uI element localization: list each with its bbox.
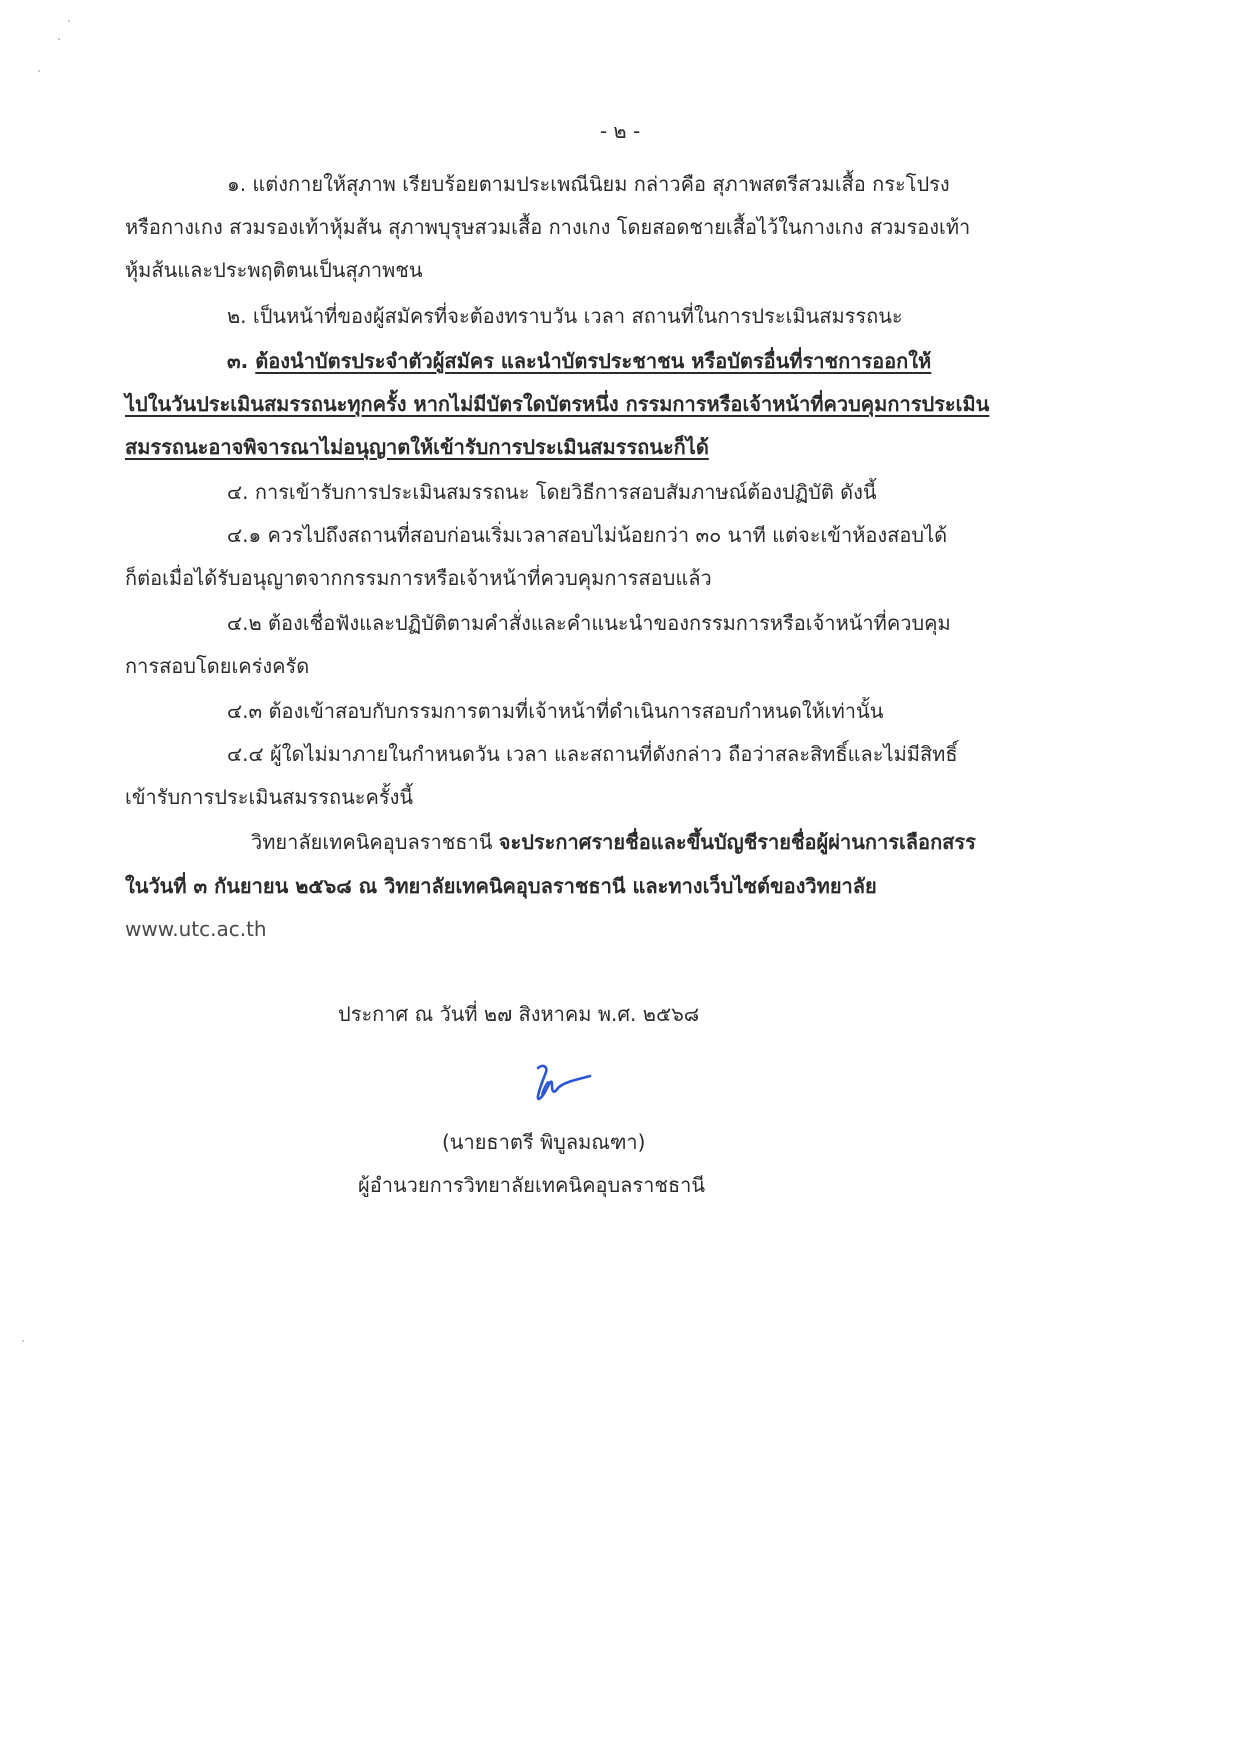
paragraph-line-7: สมรรถนะอาจพิจารณาไม่อนุญาตให้เข้ารับการประเมินสมรรถนะก็ได้: [125, 435, 709, 459]
page-number: - ๒ -: [599, 119, 641, 143]
paragraph-line-16: [251, 828, 976, 856]
website-url: www.utc.ac.th: [125, 917, 267, 941]
paragraph-line-4: ๒. เป็นหน้าที่ของผู้สมัครที่จะต้องทราบวัน เวลา สถานที่ในการประเมินสมรรถนะ: [227, 304, 903, 328]
signature-image: [528, 1058, 608, 1108]
paragraph-line-15: เข้ารับการประเมินสมรรถนะครั้งนี้: [125, 785, 414, 809]
paragraph-line-11: ๔.๒ ต้องเชื่อฟังและปฏิบัติตามคำสั่งและคำแนะนำของกรรมการหรือเจ้าหน้าที่ควบคุม: [227, 611, 951, 635]
paragraph-line-12: การสอบโดยเคร่งครัด: [125, 654, 310, 678]
scan-speck: [58, 38, 60, 40]
paragraph-line-1: ๑. แต่งกายให้สุภาพ เรียบร้อยตามประเพณีนิยม กล่าวคือ สุภาพสตรีสวมเสื้อ กระโปรง: [227, 172, 950, 196]
announcement-emphasis: จะประกาศรายชื่อและขึ้นบัญชีรายชื่อผู้ผ่านการเลือกสรร: [498, 830, 976, 854]
announcement-date: ประกาศ ณ วันที่ ๒๗ สิงหาคม พ.ศ. ๒๕๖๘: [338, 1002, 700, 1026]
college-name: วิทยาลัยเทคนิคอุบลราชธานี: [251, 830, 493, 854]
emphasis-text: ต้องนำบัตรประจำตัวผู้สมัคร และนำบัตรประชาชน หรือบัตรอื่นที่ราชการออกให้: [255, 349, 932, 373]
paragraph-line-5: [227, 347, 931, 375]
scan-speck: [22, 1340, 24, 1342]
paragraph-line-6: ไปในวันประเมินสมรรถนะทุกครั้ง หากไม่มีบัตรใดบัตรหนึ่ง กรรมการหรือเจ้าหน้าที่ควบคุมการประเมิน: [125, 392, 990, 416]
signer-name: (นายธาตรี พิบูลมณฑา): [442, 1130, 646, 1154]
signer-position: ผู้อำนวยการวิทยาลัยเทคนิคอุบลราชธานี: [358, 1173, 706, 1197]
paragraph-line-13: ๔.๓ ต้องเข้าสอบกับกรรมการตามที่เจ้าหน้าที่ดำเนินการสอบกำหนดให้เท่านั้น: [227, 699, 884, 723]
paragraph-line-3: หุ้มส้นและประพฤติตนเป็นสุภาพชน: [125, 258, 423, 282]
scan-speck: [38, 70, 40, 72]
paragraph-line-14: ๔.๔ ผู้ใดไม่มาภายในกำหนดวัน เวลา และสถานที่ดังกล่าว ถือว่าสละสิทธิ์และไม่มีสิทธิ์: [227, 742, 958, 766]
item-number: ๓.: [227, 349, 249, 373]
scan-speck: [68, 20, 70, 22]
paragraph-line-10: ก็ต่อเมื่อได้รับอนุญาตจากกรรมการหรือเจ้าหน้าที่ควบคุมการสอบแล้ว: [125, 566, 712, 590]
paragraph-line-9: ๔.๑ ควรไปถึงสถานที่สอบก่อนเริ่มเวลาสอบไม่น้อยกว่า ๓๐ นาที แต่จะเข้าห้องสอบได้: [227, 523, 948, 547]
paragraph-line-2: หรือกางเกง สวมรองเท้าหุ้มส้น สุภาพบุรุษสวมเสื้อ กางเกง โดยสอดชายเสื้อไว้ในกางเกง สวมรองเท้า: [125, 215, 971, 239]
paragraph-line-17: ในวันที่ ๓ กันยายน ๒๕๖๘ ณ วิทยาลัยเทคนิคอุบลราชธานี และทางเว็บไซต์ของวิทยาลัย: [125, 874, 877, 898]
paragraph-line-8: ๔. การเข้ารับการประเมินสมรรถนะ โดยวิธีการสอบสัมภาษณ์ต้องปฏิบัติ ดังนี้: [227, 480, 877, 504]
